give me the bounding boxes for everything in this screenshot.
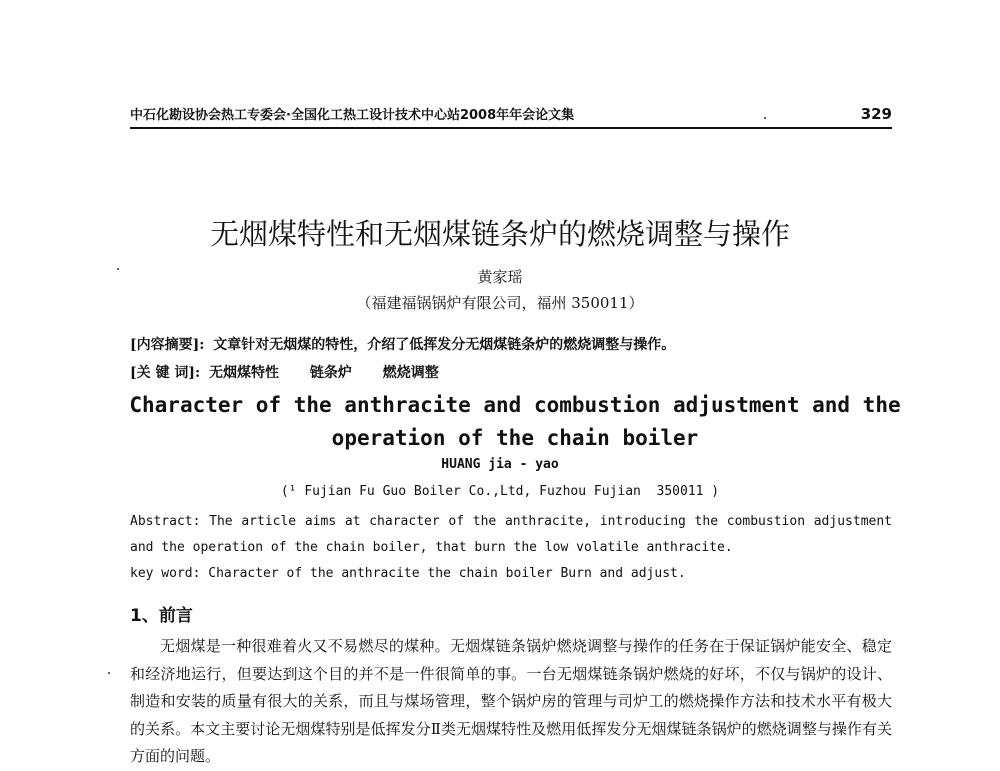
abstract-cn	[130, 334, 675, 354]
section-heading: 1、前言	[130, 606, 193, 626]
abstract-cn-text: 文章针对无烟煤的特性，介绍了低挥发分无烟煤链条炉的燃烧调整与操作。	[213, 337, 676, 353]
abstract-cn-label: [内容摘要]:	[130, 337, 205, 353]
keywords-cn-label: [关 键 词]:	[130, 365, 201, 381]
keyword-cn: 无烟煤特性	[209, 365, 280, 381]
keywords-cn	[130, 362, 465, 382]
scan-speck	[117, 268, 119, 270]
affiliation-cn: （福建福锅锅炉有限公司，福州 350011）	[356, 294, 644, 312]
page-number: 329	[860, 105, 892, 123]
scan-speck	[764, 117, 766, 119]
running-header	[130, 104, 892, 129]
abstract-en: Abstract: The article aims at character of the anthracite, introducing the combustion adjustment and the operation of the chain boiler, that burn the low volatile anthracite.	[130, 514, 892, 555]
keywords-en: key word: Character of the anthracite the chain boiler Burn and adjust.	[130, 566, 686, 581]
author-cn: 黄家瑶	[477, 268, 523, 286]
running-title: 中石化勘设协会热工专委会·全国化工热工设计技术中心站2008年年会论文集	[130, 108, 575, 123]
paper-title-cn: 无烟煤特性和无烟煤链条炉的燃烧调整与操作	[209, 217, 790, 251]
author-en: HUANG jia - yao	[441, 457, 559, 472]
keyword-cn: 链条炉	[309, 365, 352, 381]
keyword-cn: 燃烧调整	[382, 365, 439, 381]
scan-speck	[108, 672, 110, 674]
body-paragraph: 无烟煤是一种很难着火又不易燃尽的煤种。无烟煤链条锅炉燃烧调整与操作的任务在于保证锅炉能安全、稳定和经济地运行，但要达到这个目的并不是一件很简单的事。一台无烟煤链条锅炉燃烧的好坏，不仅与锅炉的设计、制造和安装的质量有很大的关系，而且与煤场管理，整个锅炉房的管理与司炉工的燃烧操作方法和技术水平有极大的关系。本文主要讨论无烟煤特别是低挥发分Ⅱ类无烟煤特性及燃用低挥发分无烟煤链条锅炉的燃烧调整与操作有关方面的问题。	[130, 637, 892, 765]
paper-title-en: Character of the anthracite and combustion adjustment and the operation of the chain boiler	[129, 393, 901, 450]
affiliation-en: (¹ Fujian Fu Guo Boiler Co.,Ltd, Fuzhou Fujian 350011 )	[280, 484, 720, 499]
